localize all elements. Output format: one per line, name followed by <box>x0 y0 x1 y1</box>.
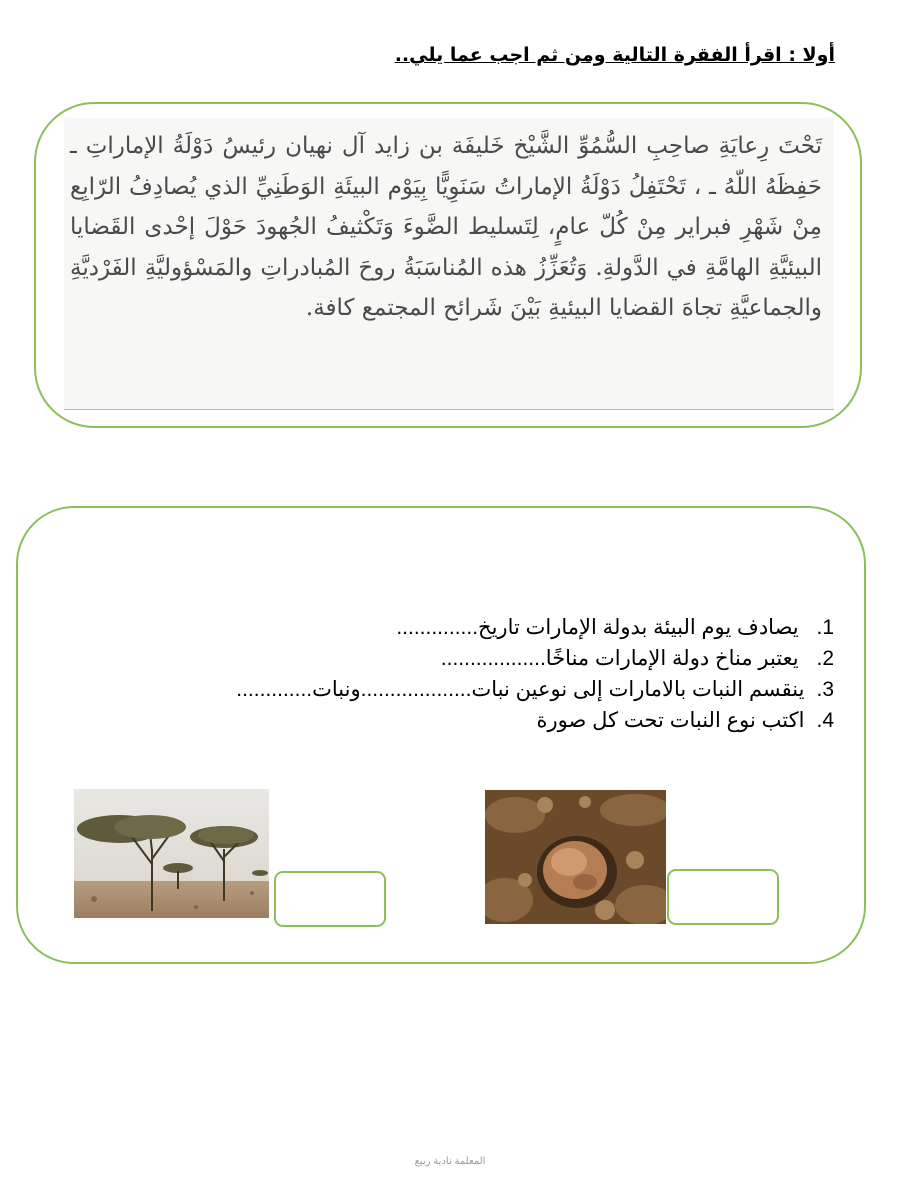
desert-trees-photo <box>74 789 269 918</box>
truffle-photo <box>485 790 666 924</box>
question-number: 3. <box>816 678 834 701</box>
answer-box-trees[interactable] <box>274 871 386 927</box>
questions-list <box>74 612 834 736</box>
question-number: 1. <box>816 616 834 639</box>
question-text: اكتب نوع النبات تحت كل صورة <box>536 709 805 732</box>
page-heading: أولا : اقرأ الفقرة التالية ومن ثم اجب عما يلي.. <box>394 44 835 66</box>
question-number: 4. <box>816 709 834 732</box>
question-text: يعتبر مناخ دولة الإمارات مناخًا.................. <box>440 647 805 670</box>
question-number: 2. <box>816 647 834 670</box>
question-4 <box>74 705 834 736</box>
reading-passage: تَحْتَ رِعايَةِ صاحِبِ السُّمُوِّ الشَّيْخ خَليفَة بن زايد آل نهيان رئيسُ دَوْلَةُ الإماراتِ ـ حَفِظَهُ اللّهُ ـ ، تَحْتَفِلُ دَوْلَةُ الإماراتُ سَنَوِيًّا بِيَوْم البيئَةِ الوَطَنِيِّ الذي يُصادِفُ الرّابِع مِنْ شَهْرِ فبراير مِنْ كُلّ عامٍ، لِتَسليط الضَّوءَ وَتَكْثيفُ الجُهودَ حَوْلَ إحْدى القَضايا البيئيَّةِ الهامَّةِ في الدَّولةِ. وَتُعَزِّزُ هذه المُناسَبَةُ روحَ المُبادراتِ والمَسْؤوليَّةِ الفَرْديَّةِ والجماعيَّةِ تجاهَ القضايا البيئيةِ بَيْنَ شَرائح المجتمع كافة. <box>64 118 834 410</box>
question-1 <box>74 612 834 643</box>
question-text: يصادف يوم البيئة بدولة الإمارات تاريخ.............. <box>396 616 805 639</box>
question-2 <box>74 643 834 674</box>
question-text: ينقسم النبات بالامارات إلى نوعين نبات...................ونبات............. <box>236 678 805 701</box>
question-3 <box>74 674 834 705</box>
teacher-credit: المعلمة نادية ربيع <box>414 1156 486 1167</box>
answer-box-truffle[interactable] <box>667 869 779 925</box>
